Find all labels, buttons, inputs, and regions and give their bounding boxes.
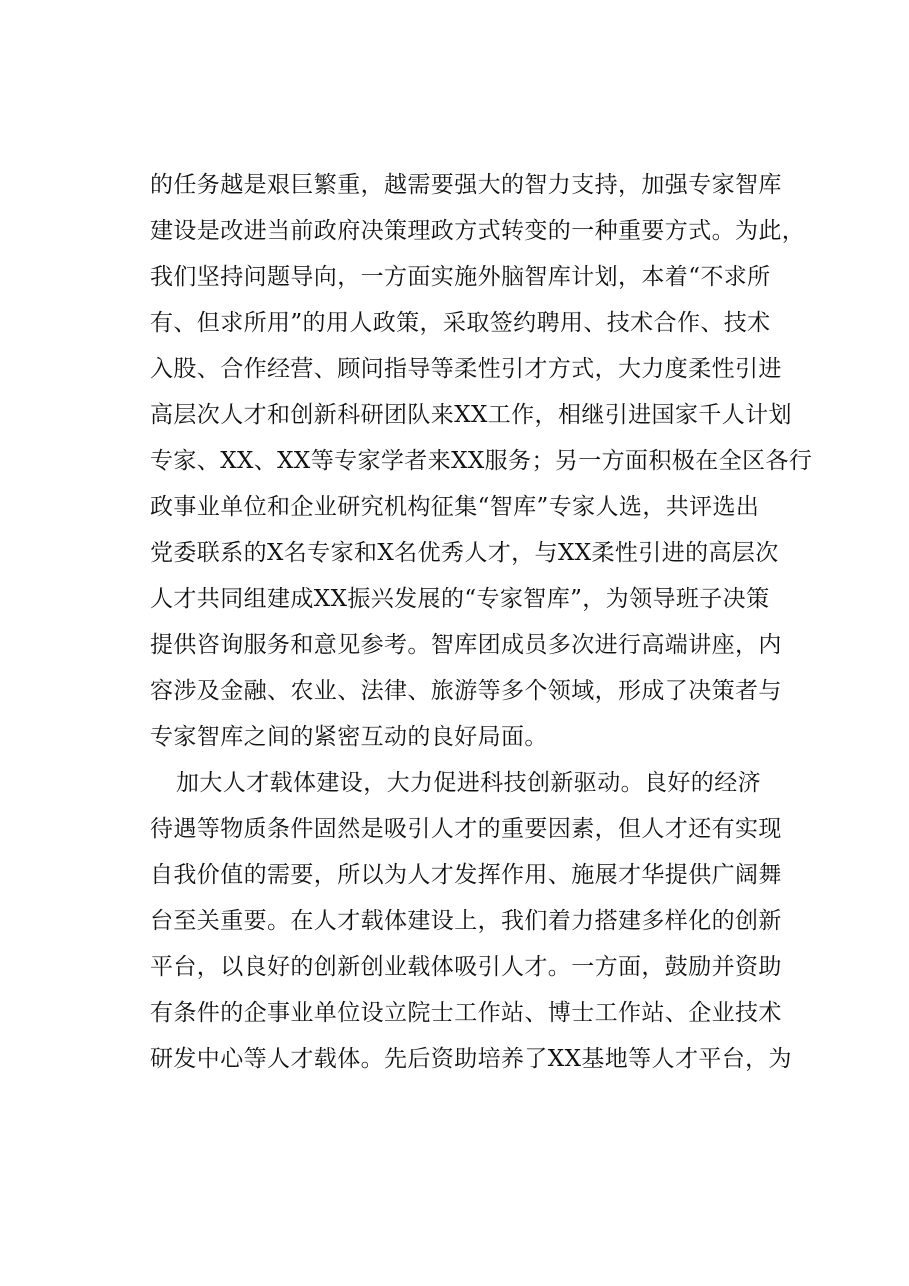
text-line: 有条件的企事业单位设立院士工作站、博士工作站、企业技术 [150,1000,782,1026]
body-text [150,162,830,1082]
text-line: 自我价值的需要，所以为人才发挥作用、施展才华提供广阔舞 [150,862,782,888]
text-line: 政事业单位和企业研究机构征集“智库”专家人选，共评选出 [150,494,760,520]
text-line: 人才共同组建成XX振兴发展的“专家智库”，为领导班子决策 [150,586,770,612]
text-line: 建设是改进当前政府决策理政方式转变的一种重要方式。为此， [150,218,806,244]
paragraph-start-line: 加大人才载体建设，大力促进科技创新驱动。良好的经济 [176,770,761,796]
text-line: 研发中心等人才载体。先后资助培养了XX基地等人才平台，为 [150,1046,792,1072]
text-line: 入股、合作经营、顾问指导等柔性引才方式，大力度柔性引进 [150,356,782,382]
text-line: 台至关重要。在人才载体建设上，我们着力搭建多样化的创新 [150,908,782,934]
text-line: 待遇等物质条件固然是吸引人才的重要因素，但人才还有实现 [150,816,782,842]
text-line: 平台，以良好的创新创业载体吸引人才。一方面，鼓励并资助 [150,954,782,980]
text-line: 有、但求所用”的用人政策，采取签约聘用、技术合作、技术 [150,310,771,336]
text-line: 的任务越是艰巨繁重，越需要强大的智力支持，加强专家智库 [150,172,782,198]
text-line: 专家智库之间的紧密互动的良好局面。 [150,724,548,750]
text-line: 我们坚持问题导向，一方面实施外脑智库计划，本着“不求所 [150,264,771,290]
text-line: 高层次人才和创新科研团队来XX工作，相继引进国家千人计划 [150,402,792,428]
text-line: 提供咨询服务和意见参考。智库团成员多次进行高端讲座，内 [150,632,782,658]
text-line: 容涉及金融、农业、法律、旅游等多个领域，形成了决策者与 [150,678,782,704]
text-line: 党委联系的X名专家和X名优秀人才，与XX柔性引进的高层次 [150,540,779,566]
text-line: 专家、XX、XX等专家学者来XX服务；另一方面积极在全区各行 [150,448,813,474]
